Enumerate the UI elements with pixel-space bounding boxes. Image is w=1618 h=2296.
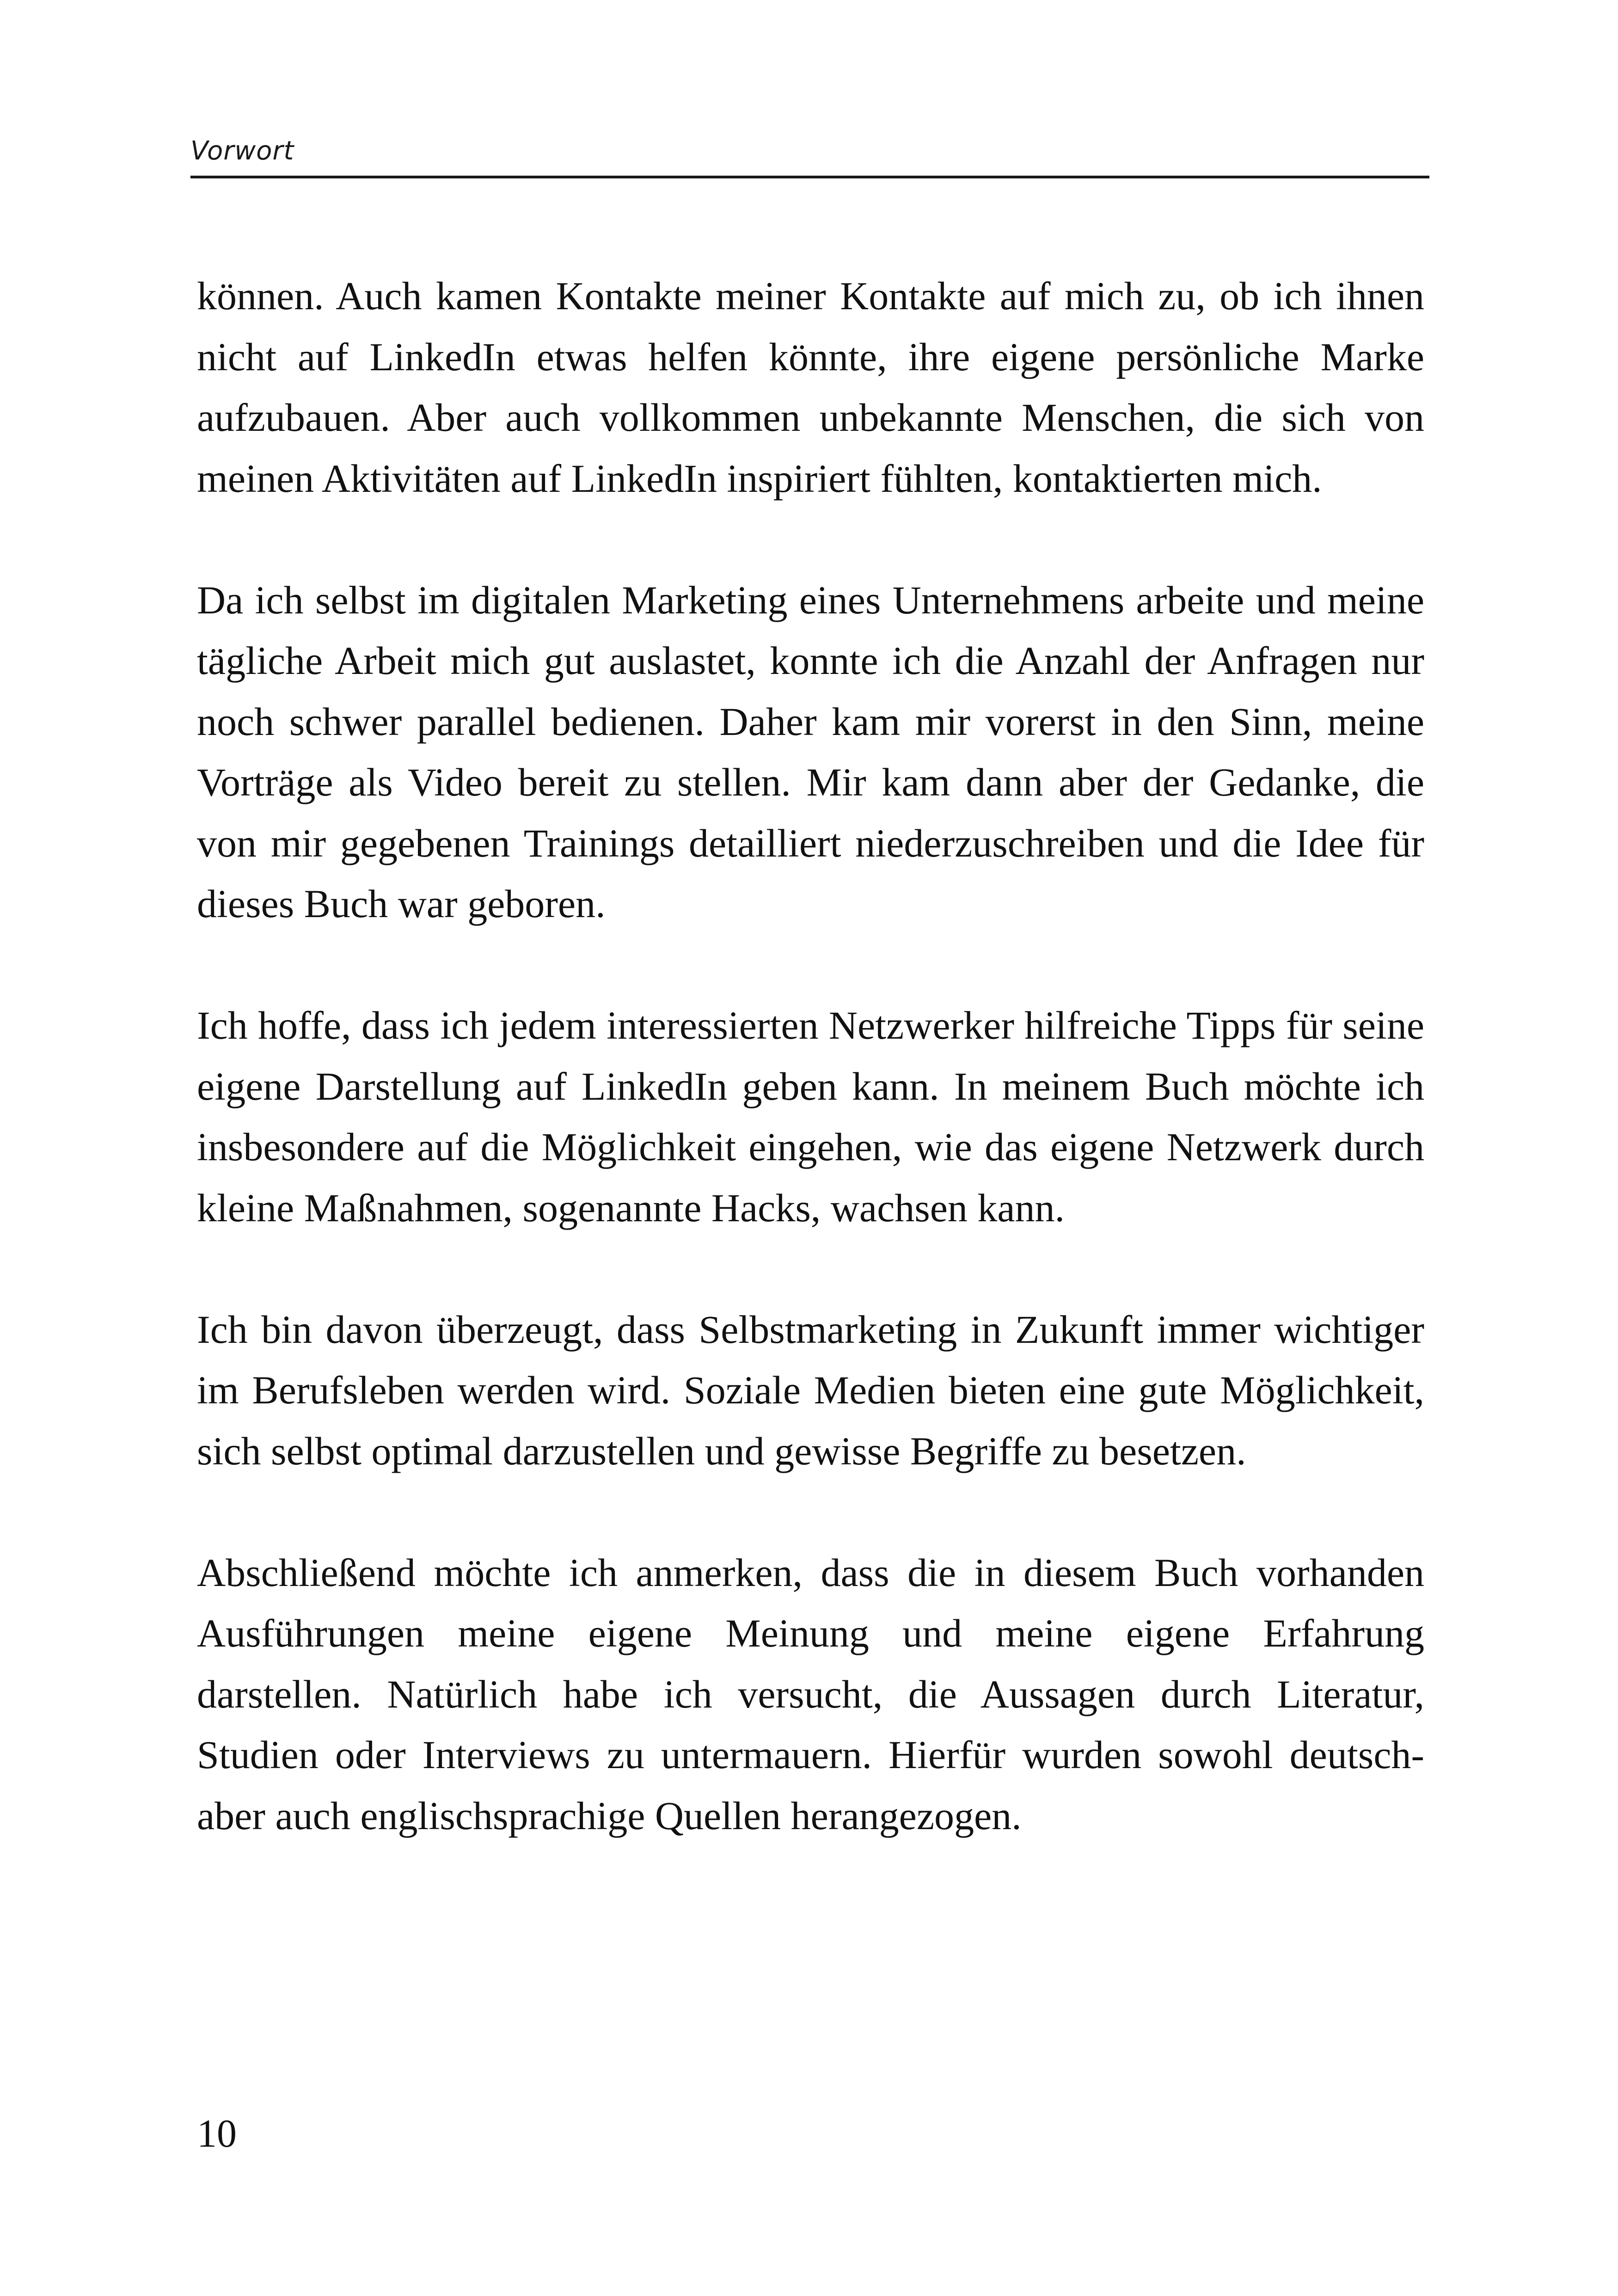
- paragraph-3: Ich hoffe, dass ich jedem interessierten Netzwerker hilfreiche Tipps für seine eigene Darstellung auf LinkedIn geben kann. In meinem Buch möchte ich insbesondere auf die Möglichkeit eingehen, wie das eigene Netzwerk durch kleine Maßnahmen, sogenannte Hacks, wachsen kann.: [197, 1003, 1424, 1230]
- page-number: 10: [197, 2111, 237, 2155]
- running-header: [190, 132, 1429, 178]
- running-header-title: Vorwort: [190, 136, 294, 166]
- paragraph-4: Ich bin davon überzeugt, dass Selbstmarketing in Zukunft immer wichtiger im Berufsleben werden wird. Soziale Medien bieten eine gute Möglichkeit, sich selbst optimal darzustellen und gewisse Begriffe zu besetzen.: [197, 1307, 1424, 1473]
- paragraph-2: Da ich selbst im digitalen Marketing eines Unternehmens arbeite und meine tägliche Arbeit mich gut auslastet, konnte ich die Anzahl der Anfragen nur noch schwer parallel bedienen. Daher kam mir vorerst in den Sinn, meine Vorträge als Video bereit zu stellen. Mir kam dann aber der Gedanke, die von mir gegebenen Trainings detailliert niederzuschreiben und die Idee für dieses Buch war geboren.: [197, 577, 1424, 926]
- paragraph-5: Abschließend möchte ich anmerken, dass die in diesem Buch vorhanden Ausführungen meine eigene Meinung und meine eigene Erfahrung darstellen. Natürlich habe ich versucht, die Aussagen durch Literatur, Studien oder Interviews zu untermauern. Hierfür wurden sowohl deutsch- aber auch englischsprachige Quellen herangezogen.: [197, 1550, 1424, 1838]
- paragraph-1: können. Auch kamen Kontakte meiner Kontakte auf mich zu, ob ich ihnen nicht auf LinkedIn etwas helfen könnte, ihre eigene persönliche Marke aufzubauen. Aber auch vollkommen unbekannte Menschen, die sich von meinen Aktivitäten auf LinkedIn inspiriert fühlten, kontaktierten mich.: [197, 274, 1424, 501]
- body-text: [197, 266, 1424, 1846]
